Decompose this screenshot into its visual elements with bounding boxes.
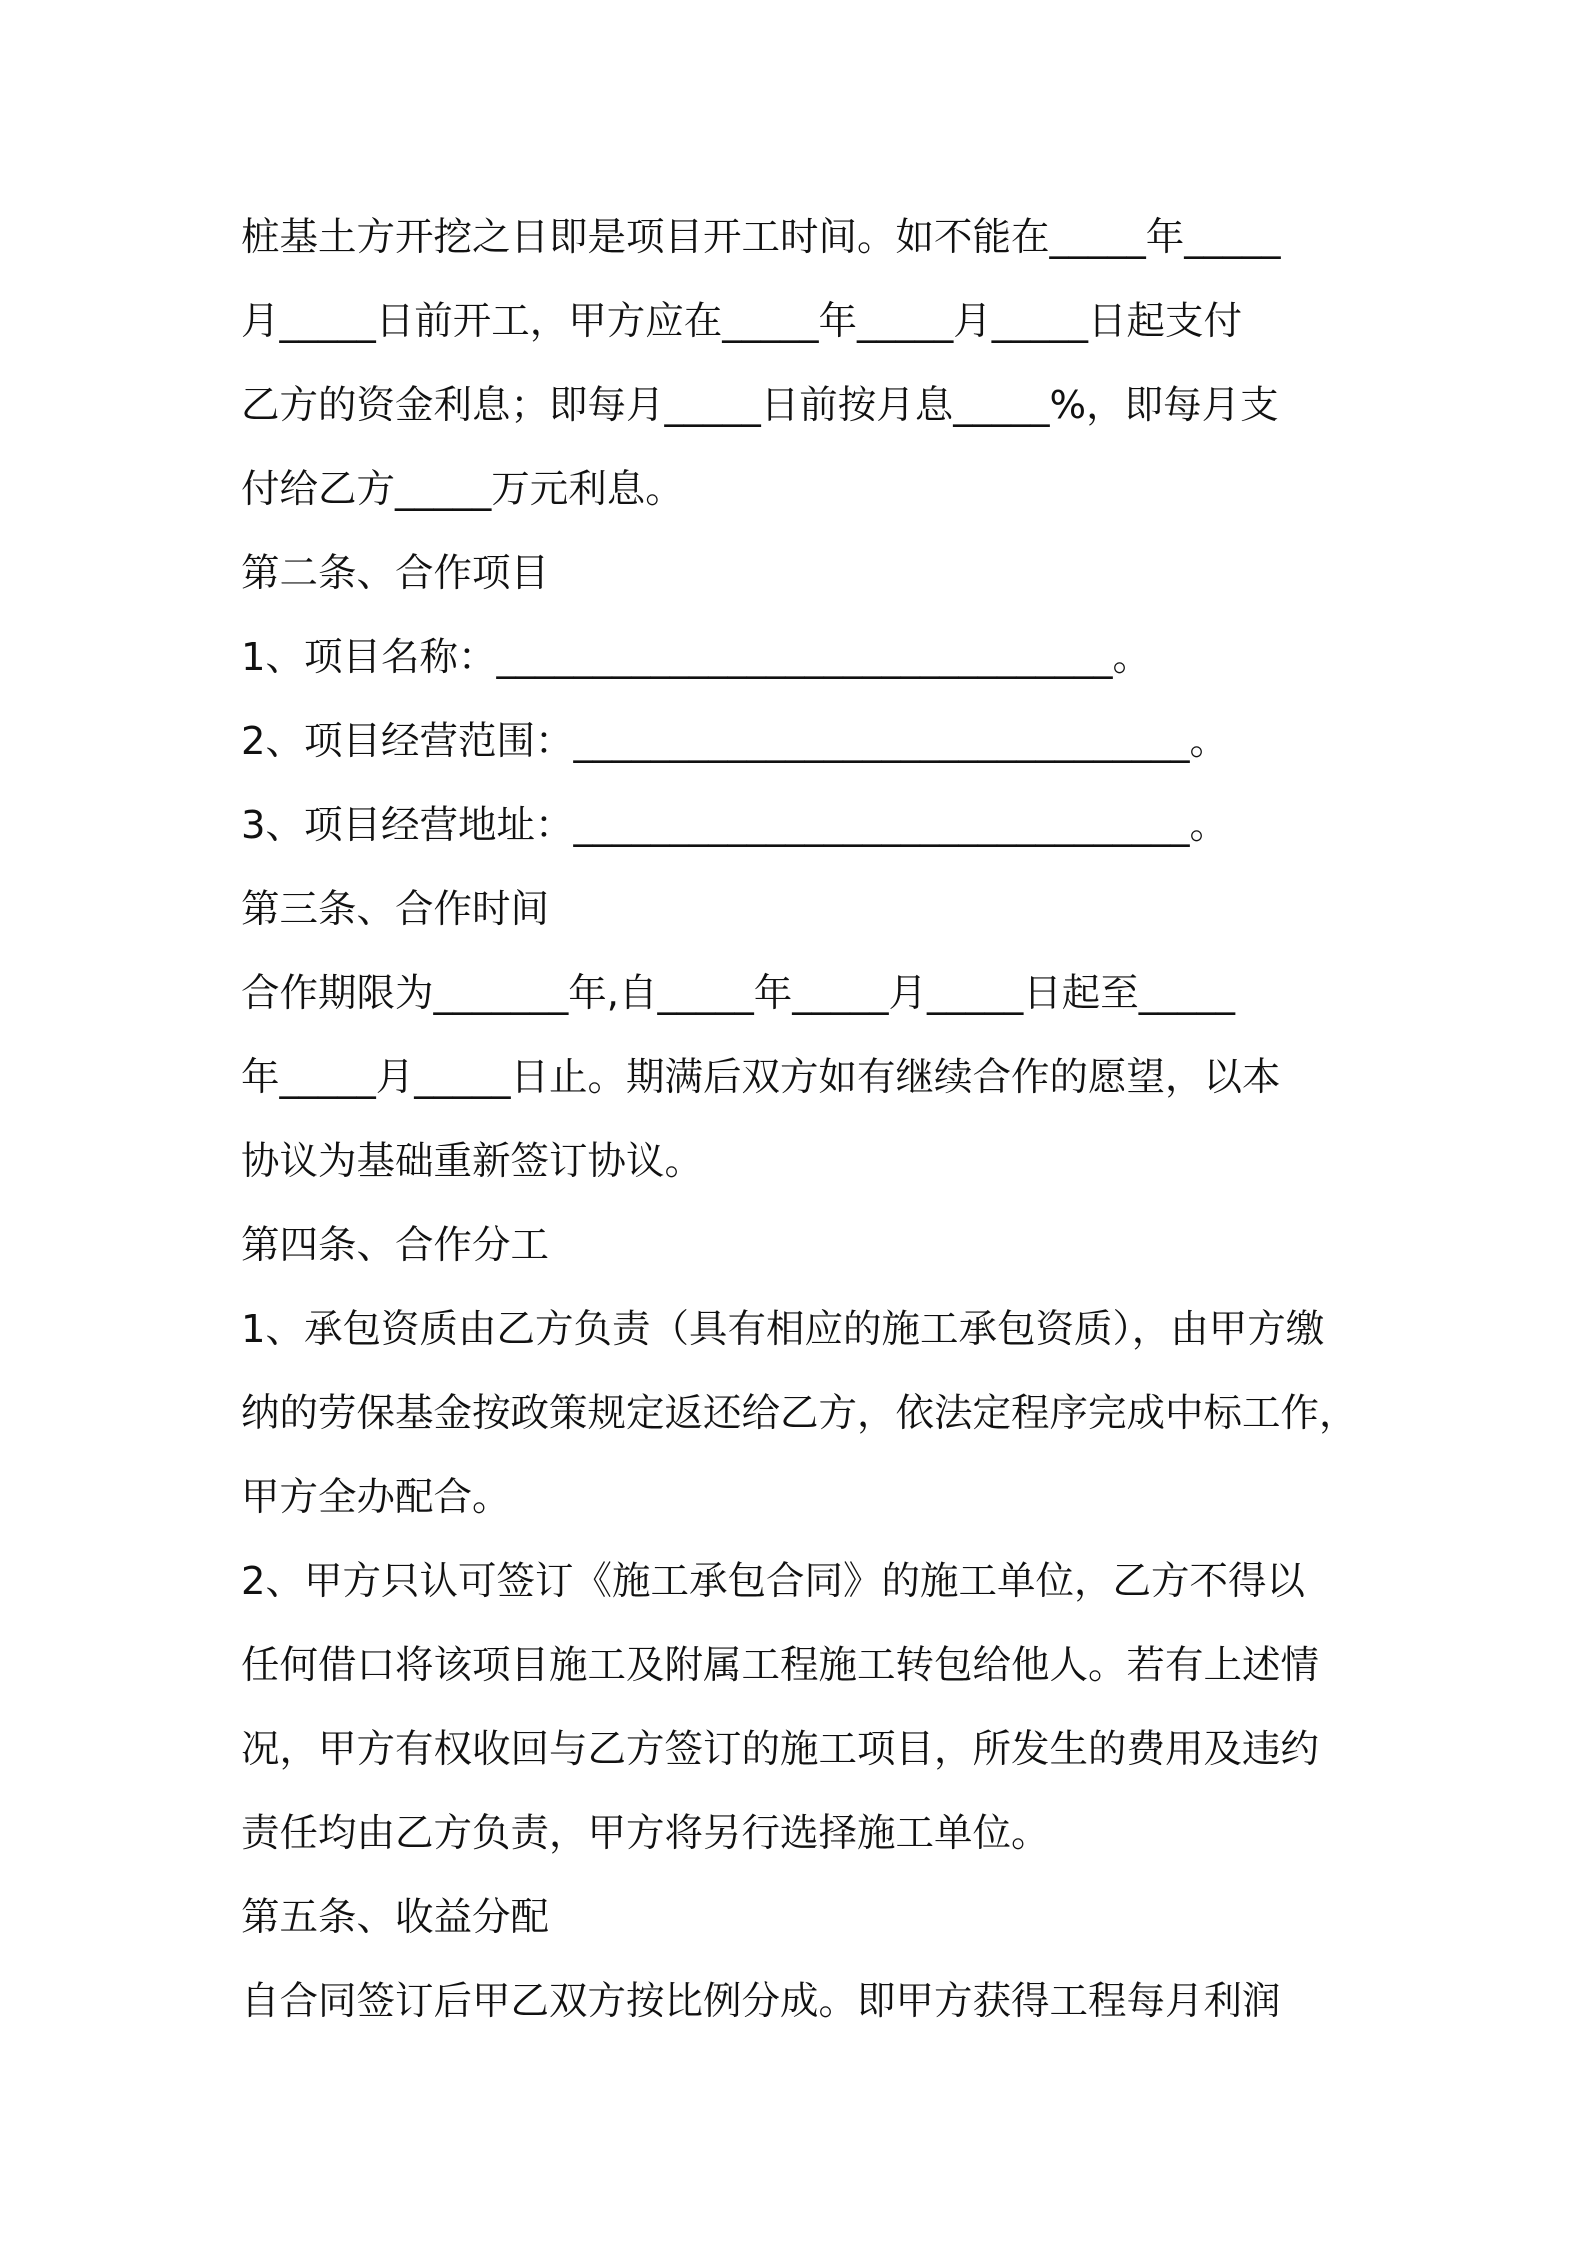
section-heading: 第五条、收益分配 bbox=[241, 1895, 550, 1940]
section-heading: 第四条、合作分工 bbox=[241, 1223, 550, 1268]
section-heading: 第二条、合作项目 bbox=[241, 551, 550, 596]
document-body bbox=[241, 196, 1381, 2044]
paragraph-line: 况，甲方有权收回与乙方签订的施工项目，所发生的费用及违约 bbox=[241, 1727, 1320, 1772]
paragraph-line: 桩基土方开挖之日即是项目开工时间。如不能在_____年_____ bbox=[241, 215, 1281, 260]
paragraph-line: 自合同签订后甲乙双方按比例分成。即甲方获得工程每月利润 bbox=[241, 1979, 1281, 2024]
paragraph-line: 月_____日前开工，甲方应在_____年_____月_____日起支付 bbox=[241, 299, 1243, 344]
list-item: 1、项目名称：________________________________。 bbox=[241, 635, 1151, 680]
paragraph-line: 责任均由乙方负责，甲方将另行选择施工单位。 bbox=[241, 1811, 1050, 1856]
paragraph-line: 付给乙方_____万元利息。 bbox=[241, 467, 684, 512]
paragraph-line: 1、承包资质由乙方负责（具有相应的施工承包资质），由甲方缴 bbox=[241, 1307, 1325, 1352]
section-heading: 第三条、合作时间 bbox=[241, 887, 550, 932]
paragraph-line: 协议为基础重新签订协议。 bbox=[241, 1139, 704, 1184]
paragraph-line: 纳的劳保基金按政策规定返还给乙方，依法定程序完成中标工作， bbox=[241, 1391, 1358, 1436]
paragraph-line: 乙方的资金利息；即每月_____日前按月息_____%，即每月支 bbox=[241, 383, 1279, 428]
paragraph-line: 2、甲方只认可签订《施工承包合同》的施工单位，乙方不得以 bbox=[241, 1559, 1305, 1604]
paragraph-line: 合作期限为_______年,自_____年_____月_____日起至_____ bbox=[241, 971, 1235, 1016]
list-item: 2、项目经营范围：________________________________。 bbox=[241, 719, 1228, 764]
paragraph-line: 年_____月_____日止。期满后双方如有继续合作的愿望，以本 bbox=[241, 1055, 1281, 1100]
list-item: 3、项目经营地址：________________________________。 bbox=[241, 803, 1228, 848]
paragraph-line: 任何借口将该项目施工及附属工程施工转包给他人。若有上述情 bbox=[241, 1643, 1320, 1688]
paragraph-line: 甲方全办配合。 bbox=[241, 1475, 511, 1520]
